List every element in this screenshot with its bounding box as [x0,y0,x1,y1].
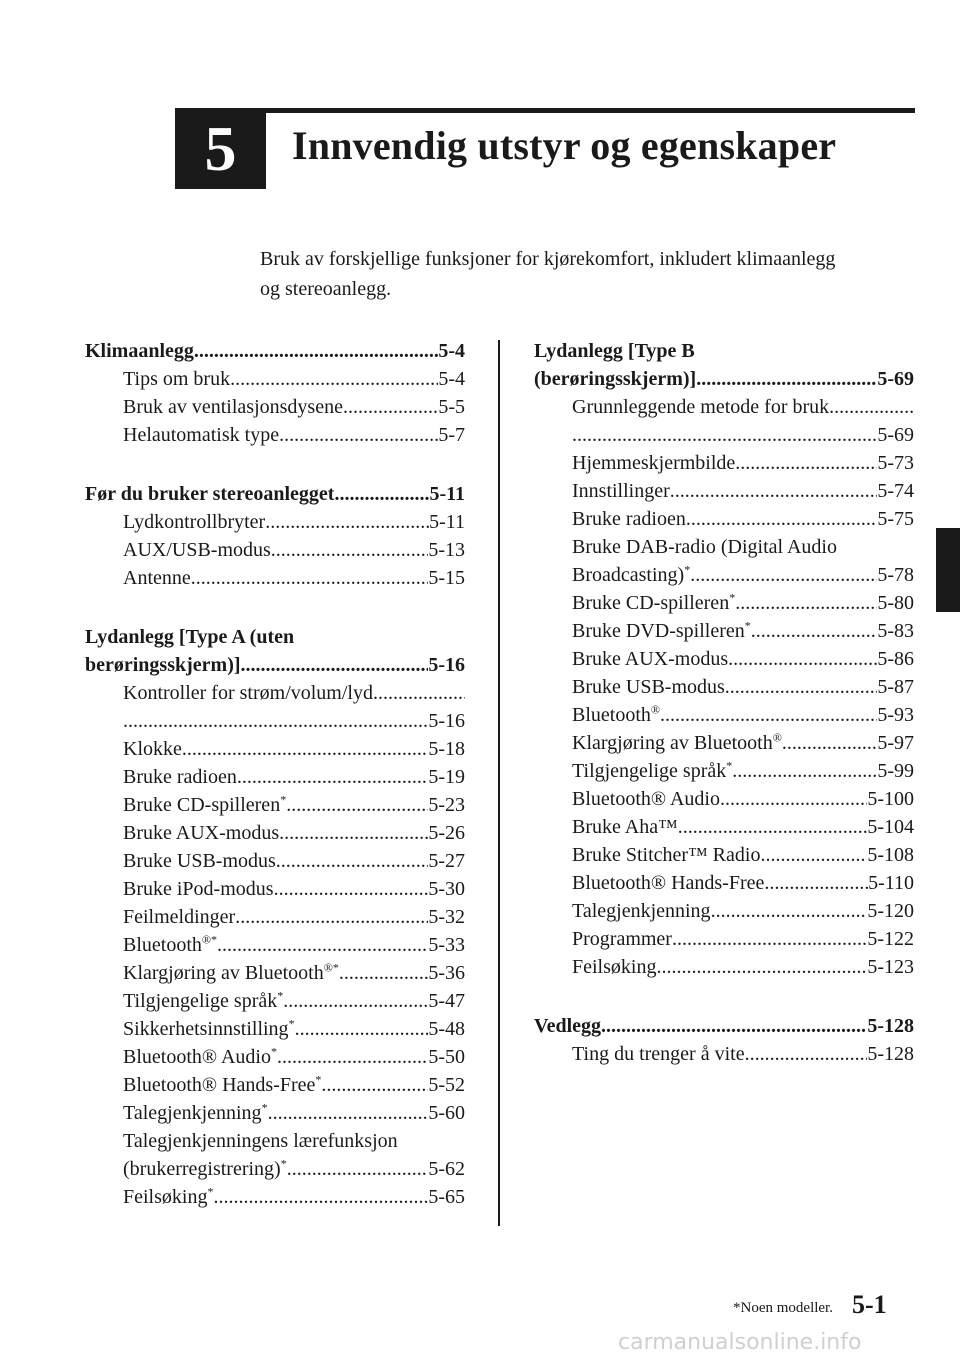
toc-entry-title [572,729,782,757]
leader-dots [601,1012,867,1040]
toc-entry-title [123,819,279,847]
toc-entry-text: Bluetooth® Hands-Free [123,1074,316,1096]
toc-entry-text: Bruke iPod-modus [123,878,274,900]
toc-entry-footnote-mark: ®* [323,960,339,975]
toc-entry-page: 5-128 [867,1015,914,1037]
leader-dots [295,1015,429,1043]
toc-entry-title [123,959,339,987]
leader-dots [670,477,878,505]
toc-entry[interactable] [85,1071,465,1099]
toc-entry-title [534,1012,601,1040]
toc-entry-title [85,623,294,651]
toc-entry[interactable] [85,536,465,564]
toc-entry-page: 5-93 [877,704,914,726]
toc-entry-text: Bruke CD-spilleren [123,794,281,816]
toc-entry-page: 5-13 [428,539,465,561]
leader-dots [182,735,428,763]
toc-entry-title [572,897,711,925]
toc-entry-text: Bruke AUX-modus [123,822,280,844]
toc-entry[interactable] [85,735,465,763]
toc-entry-title [123,1183,213,1211]
toc-entry-text: Tilgjengelige språk [572,760,727,782]
toc-entry-title [85,651,241,679]
toc-entry-title [123,735,182,763]
leader-dots [690,561,877,589]
leader-dots [217,931,428,959]
toc-entry-text: Bruke radioen [572,508,686,530]
leader-dots [735,449,877,477]
toc-entry-title [572,841,760,869]
leader-dots [720,785,867,813]
toc-entry-text: Lydanlegg [Type A (uten [85,626,295,648]
toc-entry-text: Bruke CD-spilleren [572,592,730,614]
chapter-number: 5 [204,112,237,184]
toc-entry-title [123,875,274,903]
toc-entry-title [123,847,276,875]
leader-dots [283,987,428,1015]
toc-entry[interactable] [85,1155,465,1183]
toc-entry-page: 5-4 [438,340,465,362]
toc-entry[interactable] [534,785,914,813]
toc-entry-footnote-mark: * [280,1156,287,1171]
toc-section [534,337,914,981]
toc-entry-text: Bluetooth® Audio [123,1046,271,1068]
toc-section-heading[interactable] [85,651,465,679]
toc-entry-title [572,561,690,589]
toc-section-heading[interactable] [534,365,914,393]
top-rule [175,108,915,113]
toc-entry-page: 5-47 [428,990,465,1012]
toc-entry-text: Talegjenkjenningens lærefunksjon [123,1130,398,1152]
toc-entry[interactable] [534,897,914,925]
toc-entry[interactable] [85,987,465,1015]
toc-entry-page: 5-110 [868,872,914,894]
toc-entry-text: Før du bruker stereoanlegget [85,483,335,505]
toc-section [85,480,465,592]
toc-entry[interactable] [534,841,914,869]
leader-dots [194,337,438,365]
toc-entry-page: 5-18 [428,738,465,760]
toc-entry-title [534,337,695,365]
toc-entry-page: 5-123 [867,956,914,978]
toc-entry-text: Klargjøring av Bluetooth [572,732,773,754]
toc-entry-page: 5-104 [867,816,914,838]
toc-entry-page: 5-120 [867,900,914,922]
toc-entry-title [123,508,265,536]
toc-entry-title [572,785,720,813]
toc-entry-title [572,813,678,841]
toc-entry-page: 5-4 [438,368,465,390]
toc-entry-page: 5-50 [428,1046,465,1068]
leader-dots [265,508,429,536]
toc-entry-page: 5-48 [428,1018,465,1040]
leader-dots [732,757,877,785]
toc-entry-title [572,589,735,617]
toc-entry-page: 5-65 [428,1186,465,1208]
toc-entry-page: 5-52 [428,1074,465,1096]
toc-entry-title [123,903,235,931]
toc-entry-page: 5-26 [428,822,465,844]
toc-entry-text: Bluetooth [123,934,202,956]
toc-entry[interactable] [85,847,465,875]
toc-entry-title [572,1040,745,1068]
toc-entry-footnote-mark: * [744,618,751,633]
toc-entry-text: Feilsøking [123,1186,208,1208]
toc-entry[interactable] [85,1183,465,1211]
leader-dots [678,813,868,841]
toc-entry-footnote-mark: * [288,1016,295,1031]
toc-entry-title [572,925,672,953]
toc-entry-page: 5-69 [877,368,914,390]
toc-entry-text: Lydkontrollbryter [123,511,266,533]
toc-entry-title [123,1155,287,1183]
toc-entry-page: 5-100 [867,788,914,810]
toc-entry[interactable] [534,701,914,729]
toc-entry-text: Bruk av ventilasjonsdysene [123,396,343,418]
toc-entry[interactable] [534,757,914,785]
toc-entry-page: 5-27 [428,850,465,872]
toc-entry[interactable] [85,791,465,819]
leader-dots [782,729,877,757]
toc-entry-page: 5-75 [877,508,914,530]
toc-entry-page: 5-83 [877,620,914,642]
page-number: 5-1 [852,1290,887,1319]
leader-dots [321,1071,428,1099]
toc-entry-title [572,533,837,561]
toc-entry-page: 5-74 [877,480,914,502]
leader-dots [760,841,867,869]
leader-dots [725,673,878,701]
toc-entry-page: 5-23 [428,794,465,816]
toc-entry[interactable] [85,1099,465,1127]
toc-entry[interactable] [85,1043,465,1071]
toc-entry-footnote-mark: ® [650,702,661,717]
leader-dots [279,421,438,449]
leader-dots [235,903,428,931]
toc-entry-page: 5-15 [428,567,465,589]
toc-entry-text: (berøringsskjerm)] [534,368,697,390]
leader-dots [191,564,429,592]
toc-entry-text: Bluetooth® Hands-Free [572,872,765,894]
toc-entry-footnote-mark: * [261,1100,268,1115]
toc-entry-page: 5-30 [428,878,465,900]
toc-entry-title [534,365,696,393]
leader-dots [287,1155,429,1183]
toc-entry-text: Ting du trenger å vite [572,1043,745,1065]
toc-right-column [534,337,914,1099]
toc-entry-title [123,1071,321,1099]
toc-entry[interactable] [85,1015,465,1043]
leader-dots [334,480,429,508]
toc-entry[interactable] [85,564,465,592]
toc-entry[interactable] [534,925,914,953]
leader-dots [373,679,465,707]
toc-entry-text: Programmer [572,928,672,950]
leader-dots [274,875,429,903]
toc-entry-text: Bruke Aha™ [572,816,678,838]
toc-entry[interactable] [85,679,465,707]
toc-section-heading[interactable] [534,337,914,365]
toc-entry[interactable] [534,505,914,533]
toc-entry-text: Tips om bruk [123,368,231,390]
toc-entry-title [123,393,343,421]
toc-entry[interactable] [534,729,914,757]
leader-dots [286,791,428,819]
toc-entry-footnote-mark: * [726,758,733,773]
toc-entry-text: Talegjenkjenning [123,1102,262,1124]
leader-dots [271,536,429,564]
chapter-title: Innvendig utstyr og egenskaper [292,123,837,168]
toc-entry[interactable] [85,393,465,421]
toc-entry-title [123,763,237,791]
toc-entry-footnote-mark: * [315,1072,322,1087]
toc-entry-footnote-mark: * [684,562,691,577]
toc-entry-page: 5-60 [428,1102,465,1124]
toc-entry[interactable] [85,763,465,791]
leader-dots [672,925,867,953]
toc-entry-footnote-mark: * [280,792,287,807]
toc-entry-title [572,505,686,533]
leader-dots [343,393,438,421]
toc-entry[interactable] [85,421,465,449]
chapter-edge-tab [936,528,960,612]
toc-entry-title [123,421,279,449]
toc-entry-title [123,1043,277,1071]
toc-entry-page: 5-108 [867,844,914,866]
toc-entry-text: Lydanlegg [Type B [534,340,695,362]
toc-entry-title [123,1099,268,1127]
toc-entry-text: Feilsøking [572,956,657,978]
toc-entry-footnote-mark: * [277,988,284,1003]
toc-entry-text: Talegjenkjenning [572,900,711,922]
toc-entry[interactable] [534,645,914,673]
leader-dots [279,819,428,847]
toc-entry[interactable] [85,819,465,847]
leader-dots [764,869,868,897]
leader-dots [213,1183,428,1211]
toc-entry-text: Bruke radioen [123,766,237,788]
toc-entry-title [123,931,217,959]
toc-entry-footnote-mark: * [729,590,736,605]
toc-entry-text: Helautomatisk type [123,424,280,446]
leader-dots [686,505,877,533]
column-divider [498,340,500,1226]
toc-entry[interactable] [534,813,914,841]
toc-entry-title [123,1127,398,1155]
toc-entry[interactable] [534,869,914,897]
toc-entry[interactable] [534,421,914,449]
leader-dots [829,393,914,421]
toc-entry-text: Bruke USB-modus [123,850,276,872]
toc-entry[interactable] [534,673,914,701]
toc-entry[interactable] [534,449,914,477]
toc-entry-text: Bruke USB-modus [572,676,725,698]
toc-entry-text: Vedlegg [534,1015,602,1037]
toc-entry-title [572,953,656,981]
toc-entry-title [123,791,286,819]
toc-entry-page: 5-69 [877,424,914,446]
toc-left-column [85,337,465,1242]
toc-entry-title [85,480,334,508]
toc-entry[interactable] [85,875,465,903]
toc-entry-page: 5-86 [877,648,914,670]
toc-entry-text: Tilgjengelige språk [123,990,278,1012]
toc-entry-page: 5-97 [877,732,914,754]
toc-entry[interactable] [534,1040,914,1068]
toc-entry-text: Feilmeldinger [123,906,236,928]
toc-entry-page: 5-36 [428,962,465,984]
toc-entry[interactable] [85,508,465,536]
toc-entry-title [123,365,230,393]
toc-entry[interactable] [85,707,465,735]
toc-entry-text: (brukerregistrering) [123,1158,281,1180]
toc-section-heading[interactable] [534,1012,914,1040]
toc-entry-text: Bruke DAB-radio (Digital Audio [572,536,837,558]
toc-entry-text: Klokke [123,738,182,760]
leader-dots [277,1043,428,1071]
toc-entry[interactable] [85,365,465,393]
footnote: *Noen modeller. [733,1300,833,1316]
toc-entry[interactable] [534,533,914,561]
toc-entry-title [123,536,271,564]
toc-entry-page: 5-16 [428,710,465,732]
toc-entry-page: 5-5 [438,396,465,418]
toc-entry-text: Bluetooth® Audio [572,788,720,810]
toc-entry-title [572,617,751,645]
toc-entry-title [572,449,735,477]
toc-entry-title [123,1015,295,1043]
toc-entry-page: 5-7 [438,424,465,446]
toc-entry-title [123,679,373,707]
toc-entry-text: berøringsskjerm)] [85,654,241,676]
toc-section [85,623,465,1211]
toc-entry-page: 5-73 [877,452,914,474]
leader-dots [728,645,877,673]
leader-dots [241,651,429,679]
toc-entry-text: Grunnleggende metode for bruk [572,396,830,418]
toc-entry-title [572,701,660,729]
toc-section [534,1012,914,1068]
toc-entry-title [123,564,191,592]
toc-entry-page: 5-16 [428,654,465,676]
leader-dots [123,707,428,735]
toc-entry-title [572,477,670,505]
toc-entry-page: 5-33 [428,934,465,956]
toc-entry[interactable] [534,477,914,505]
toc-entry-page: 5-32 [428,906,465,928]
toc-entry-text: Klimaanlegg [85,340,194,362]
toc-entry-footnote-mark: * [207,1184,214,1199]
toc-entry[interactable] [85,959,465,987]
toc-entry[interactable] [534,953,914,981]
leader-dots [656,953,867,981]
toc-entry[interactable] [85,1127,465,1155]
leader-dots [735,589,877,617]
toc-entry-footnote-mark: * [270,1044,277,1059]
toc-entry-text: Bruke DVD-spilleren [572,620,745,642]
toc-entry-page: 5-19 [428,766,465,788]
toc-entry-title [572,393,829,421]
toc-entry-page: 5-87 [877,676,914,698]
toc-entry[interactable] [534,589,914,617]
toc-entry-title [123,987,283,1015]
chapter-number-box [175,108,266,189]
leader-dots [572,421,877,449]
leader-dots [268,1099,429,1127]
toc-entry-text: Antenne [123,567,191,589]
toc-entry-text: Broadcasting) [572,564,685,586]
toc-entry-page: 5-122 [867,928,914,950]
toc-section [85,337,465,449]
toc-section-heading[interactable] [85,480,465,508]
toc-entry-text: Bruke AUX-modus [572,648,729,670]
toc-entry-text: AUX/USB-modus [123,539,271,561]
toc-entry-text: Klargjøring av Bluetooth [123,962,324,984]
watermark: carmanualsonline.info [618,1330,862,1355]
toc-entry-page: 5-62 [428,1158,465,1180]
toc-entry-footnote-mark: ® [772,730,782,745]
leader-dots [237,763,428,791]
toc-entry-title [572,869,764,897]
leader-dots [339,959,428,987]
toc-entry-page: 5-128 [867,1043,914,1065]
chapter-intro: Bruk av forskjellige funksjoner for kjørekomfort, inkludert klimaanlegg og stereoanlegg. [260,248,836,300]
toc-entry[interactable] [534,617,914,645]
toc-entry-title [572,757,732,785]
toc-entry[interactable] [534,393,914,421]
toc-section-heading[interactable] [85,623,465,651]
toc-entry-page: 5-78 [877,564,914,586]
toc-entry-text: Innstillinger [572,480,670,502]
toc-entry-title [572,645,728,673]
leader-dots [660,701,877,729]
toc-entry-text: Kontroller for strøm/volum/lyd [123,682,373,704]
toc-entry-footnote-mark: ®* [201,932,218,947]
toc-entry-text: Bruke Stitcher™ Radio [572,844,761,866]
toc-section-heading[interactable] [85,337,465,365]
toc-entry-text: Bluetooth [572,704,651,726]
toc-entry-page: 5-11 [429,483,465,505]
toc-entry-title [85,337,194,365]
toc-entry-page: 5-99 [877,760,914,782]
toc-entry[interactable] [534,561,914,589]
leader-dots [711,897,868,925]
toc-entry-page: 5-11 [429,511,465,533]
toc-entry-text: Hjemmeskjermbilde [572,452,736,474]
leader-dots [751,617,878,645]
leader-dots [276,847,429,875]
leader-dots [745,1040,868,1068]
toc-entry[interactable] [85,903,465,931]
toc-entry-text: Sikkerhetsinnstilling [123,1018,289,1040]
toc-entry-title [572,673,725,701]
leader-dots [230,365,438,393]
toc-entry-page: 5-80 [877,592,914,614]
leader-dots [696,365,877,393]
toc-entry[interactable] [85,931,465,959]
